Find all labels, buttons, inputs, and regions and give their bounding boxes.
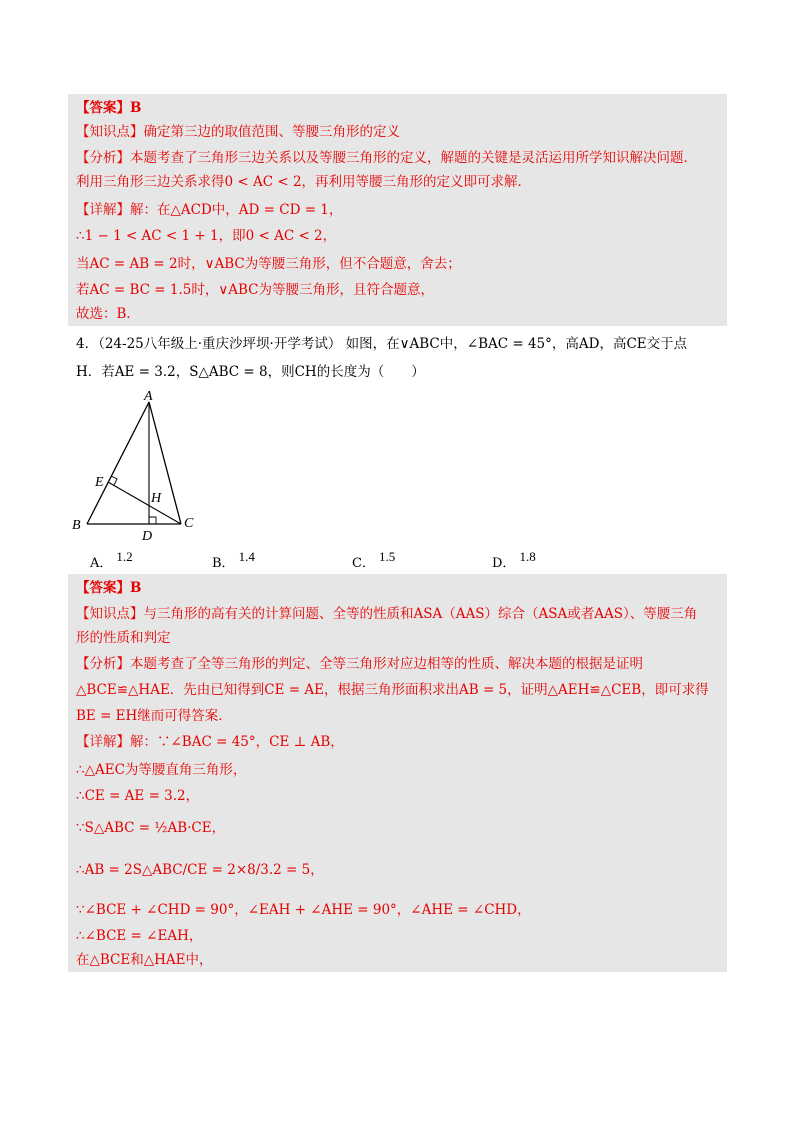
q4-stem-2: H．若AE = 3.2，S△ABC = 8，则CH的长度为（ ） — [76, 364, 425, 380]
q3-detail-1: 【详解】解：在△ACD中，AD = CD = 1， — [76, 202, 343, 218]
option-a — [90, 549, 133, 571]
q4-stem-1: 4．（24-25八年级上·重庆沙坪坝·开学考试） 如图，在∨ABC中，∠BAC = 45°，高AD，高CE交于点 — [76, 336, 688, 352]
label-b: B — [72, 518, 81, 533]
side-ab — [87, 402, 149, 524]
q4-detail-2: ∴△AEC为等腰直角三角形， — [76, 762, 247, 778]
option-c-value: 1.5 — [378, 549, 396, 564]
q3-detail-5: 故选：B． — [76, 306, 140, 322]
q4-analysis-2: △BCE≌△HAE．先由已知得到CE = AE，根据三角形面积求出AB = 5，证明△AEH≌△CEB，即可求得 — [76, 682, 709, 698]
option-d — [492, 549, 536, 571]
label-a: A — [144, 389, 153, 404]
q4-detail-6: ∵∠BCE + ∠CHD = 90°，∠EAH + ∠AHE = 90°，∠AHE = ∠CHD， — [76, 902, 531, 918]
q3-knowledge: 【知识点】确定第三边的取值范围、等腰三角形的定义 — [76, 124, 400, 140]
q4-detail-1: 【详解】解：∵∠BAC = 45°，CE ⊥ AB， — [76, 734, 344, 750]
q3-detail-2: ∴1 − 1 < AC < 1 + 1，即0 < AC < 2， — [76, 228, 337, 244]
option-d-letter: D． — [492, 556, 516, 571]
label-c: C — [184, 516, 194, 531]
q3-answer: 【答案】B — [76, 100, 142, 116]
q4-detail-4: ∵S△ABC = ½AB·CE， — [76, 820, 226, 836]
label-d: D — [142, 529, 153, 544]
q4-detail-8: 在△BCE和△HAE中， — [76, 952, 213, 968]
q4-detail-5: ∴AB = 2S△ABC/CE = 2×8/3.2 = 5， — [76, 862, 324, 878]
q3-detail-3: 当AC = AB = 2时，∨ABC为等腰三角形，但不合题意，舍去； — [76, 256, 461, 272]
q4-detail-7: ∴∠BCE = ∠EAH， — [76, 928, 203, 944]
q4-analysis-3: BE = EH继而可得答案． — [76, 708, 232, 724]
label-h: H — [151, 491, 162, 506]
option-b-letter: B． — [212, 556, 235, 571]
q4-analysis-1: 【分析】本题考查了全等三角形的判定、全等三角形对应边相等的性质、解决本题的根据是证明 — [76, 656, 643, 672]
right-angle-mark-d — [149, 517, 156, 524]
option-a-value: 1.2 — [116, 549, 133, 564]
q3-analysis-1: 【分析】本题考查了三角形三边关系以及等腰三角形的定义，解题的关键是灵活运用所学知识解决问题． — [76, 150, 697, 166]
q4-detail-3: ∴CE = AE = 3.2， — [76, 788, 200, 804]
q4-knowledge-2: 形的性质和判定 — [76, 630, 171, 646]
q4-answer: 【答案】B — [76, 580, 142, 596]
triangle-figure — [60, 388, 210, 548]
option-b — [212, 549, 255, 571]
q4-knowledge-1: 【知识点】与三角形的高有关的计算问题、全等的性质和ASA（AAS）综合（ASA或者AAS）、等腰三角 — [76, 606, 698, 622]
altitude-ce — [108, 482, 181, 524]
option-d-value: 1.8 — [519, 549, 536, 564]
option-a-letter: A． — [90, 556, 113, 571]
option-b-value: 1.4 — [238, 549, 255, 564]
label-e: E — [95, 475, 104, 490]
q3-detail-4: 若AC = BC = 1.5时，∨ABC为等腰三角形，且符合题意， — [76, 282, 434, 298]
option-c-letter: C． — [352, 556, 375, 571]
option-c — [352, 549, 396, 571]
q3-analysis-2: 利用三角形三边关系求得0 < AC < 2，再利用等腰三角形的定义即可求解． — [76, 174, 532, 190]
